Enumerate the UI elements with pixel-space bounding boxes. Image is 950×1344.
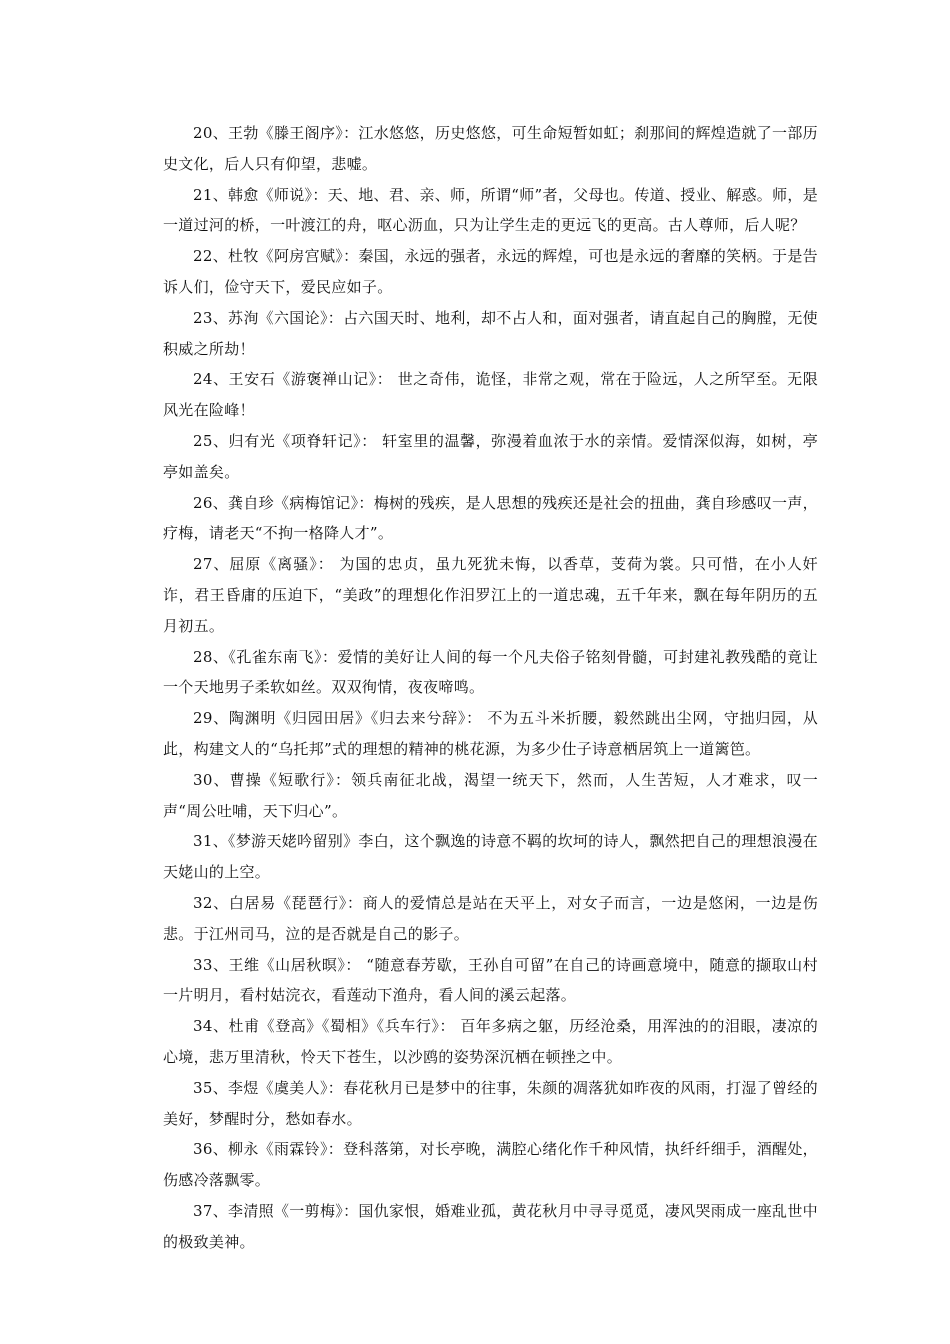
paragraph-20: 20、王勃《滕王阁序》：江水悠悠，历史悠悠，可生命短暂如虹；刹那间的辉煌造就了一部历史文化，后人只有仰望，悲嘘。 bbox=[163, 124, 818, 173]
paragraph-34: 34、杜甫《登高》《蜀相》《兵车行》： 百年多病之躯，历经沧桑，用浑浊的的泪眼，凄凉的心境，悲万里清秋，怜天下苍生，以沙鸥的姿势深沉栖在顿挫之中。 bbox=[163, 1017, 818, 1066]
paragraph-32: 32、白居易《琵琶行》：商人的爱情总是站在天平上，对女子而言，一边是悠闲，一边是伤悲。于江州司马，泣的是否就是自己的影子。 bbox=[163, 893, 818, 943]
paragraph-31: 31、《梦游天姥吟留别》李白，这个飘逸的诗意不羁的坎坷的诗人，飘然把自己的理想浪漫在天姥山的上空。 bbox=[163, 832, 818, 882]
paragraph-35: 35、李煜《虞美人》：春花秋月已是梦中的往事，朱颜的凋落犹如昨夜的风雨，打湿了曾经的美好，梦醒时分，愁如春水。 bbox=[163, 1078, 818, 1128]
paragraph-21: 21、韩愈《师说》：天、地、君、亲、师，所谓“师”者，父母也。传道、授业、解惑。师，是一道过河的桥，一叶渡江的舟，呕心沥血，只为让学生走的更远飞的更高。古人尊师，后人呢？ bbox=[163, 185, 818, 235]
paragraph-29: 29、陶渊明《归园田居》《归去来兮辞》： 不为五斗米折腰，毅然跳出尘网，守拙归园，从此，构建文人的“乌托邦”式的理想的精神的桃花源，为多少仕子诗意栖居筑上一道篱笆。 bbox=[163, 709, 818, 758]
paragraph-24: 24、王安石《游褒禅山记》： 世之奇伟，诡怪，非常之观，常在于险远，人之所罕至。无限风光在险峰！ bbox=[163, 370, 818, 420]
paragraph-26: 26、龚自珍《病梅馆记》：梅树的残疾，是人思想的残疾还是社会的扭曲，龚自珍感叹一声，疗梅，请老天“不拘一格降人才”。 bbox=[163, 493, 818, 543]
paragraph-37: 37、李清照《一剪梅》：国仇家恨，婚难业孤，黄花秋月中寻寻觅觅，凄风哭雨成一座乱世中的极致美神。 bbox=[163, 1201, 818, 1251]
document-body bbox=[163, 118, 818, 1257]
paragraph-33: 33、王维《山居秋暝》： “随意春芳歇，王孙自可留”在自己的诗画意境中，随意的撷取山村一片明月，看村姑浣衣，看莲动下渔舟，看人间的溪云起落。 bbox=[163, 955, 818, 1005]
paragraph-36: 36、柳永《雨霖铃》：登科落第，对长亭晚，满腔心绪化作千种风情，执纤纤细手，酒醒处，伤感冷落飘零。 bbox=[163, 1140, 818, 1190]
paragraph-27: 27、屈原《离骚》： 为国的忠贞，虽九死犹未悔，以香草，芰荷为裳。只可惜，在小人奸诈，君王昏庸的压迫下，“美政”的理想化作汨罗江上的一道忠魂，五千年来，飘在每年阴历的五月初五。 bbox=[163, 555, 818, 635]
paragraph-30: 30、曹操《短歌行》：领兵南征北战，渴望一统天下，然而，人生苦短，人才难求，叹一声“周公吐哺，天下归心”。 bbox=[163, 770, 818, 820]
paragraph-22: 22、杜牧《阿房宫赋》：秦国，永远的强者，永远的辉煌，可也是永远的奢靡的笑柄。于是告诉人们，俭守天下，爱民应如子。 bbox=[163, 247, 818, 296]
paragraph-23: 23、苏洵《六国论》：占六国天时、地利，却不占人和，面对强者，请直起自己的胸膛，无使积威之所劫！ bbox=[163, 308, 818, 358]
paragraph-25: 25、归有光《项脊轩记》： 轩室里的温馨，弥漫着血浓于水的亲情。爱情深似海，如树，亭亭如盖矣。 bbox=[163, 431, 818, 481]
paragraph-28: 28、《孔雀东南飞》：爱情的美好让人间的每一个凡夫俗子铭刻骨髓，可封建礼教残酷的竟让一个天地男子柔软如丝。双双徇情，夜夜啼鸣。 bbox=[163, 647, 818, 697]
